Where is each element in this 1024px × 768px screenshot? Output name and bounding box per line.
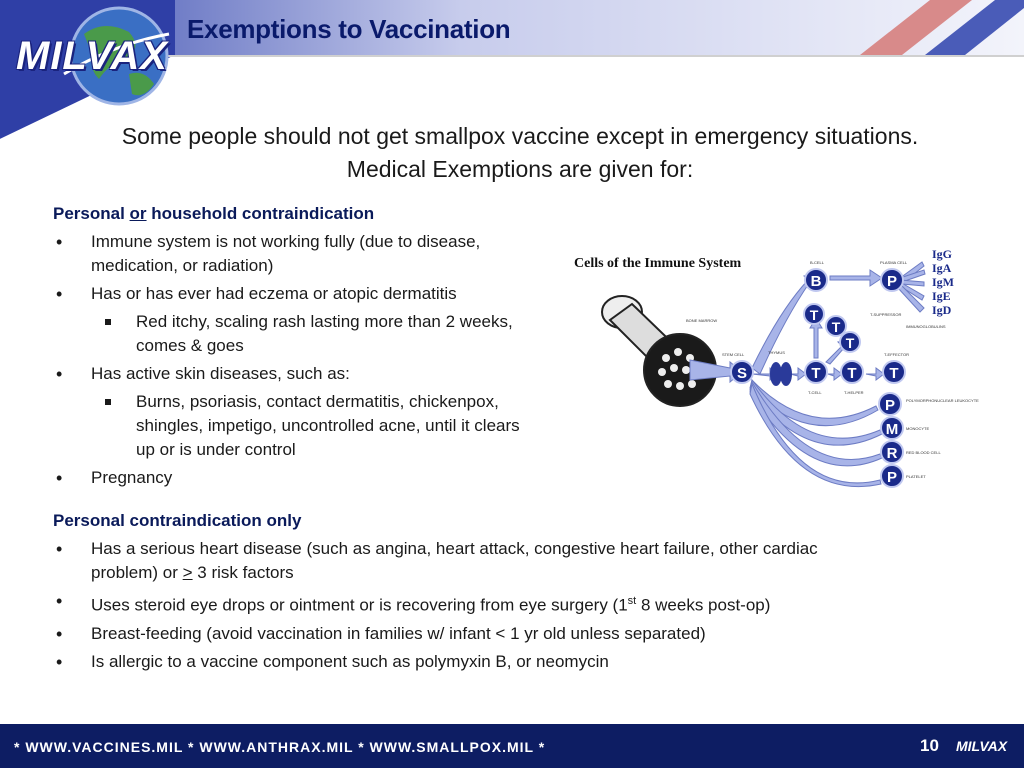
- label-monocyte: MONOCYTE: [906, 426, 930, 431]
- cell-polymorphonuclear: [879, 393, 901, 415]
- label-red-blood-cell: RED BLOOD CELL: [906, 450, 941, 455]
- item-text-sup: st: [627, 595, 637, 607]
- svg-text:T: T: [811, 365, 821, 382]
- label-thymus: THYMUS: [768, 350, 785, 355]
- cell-B: [805, 269, 827, 291]
- cell-monocyte: [881, 417, 903, 439]
- item-text: Has active skin diseases, such as:: [91, 364, 350, 383]
- section-personal-contraindication: [53, 509, 843, 674]
- immune-cells-figure: [570, 240, 979, 500]
- cell-S: [731, 361, 753, 383]
- svg-text:P: P: [886, 469, 898, 486]
- svg-text:P: P: [886, 273, 898, 290]
- square-bullet-icon: [105, 399, 111, 405]
- list-item: [53, 230, 553, 278]
- antibody-labels: [932, 247, 954, 317]
- milvax-logo: [4, 4, 174, 114]
- item-text: Uses steroid eye drops or ointment or is recovering from eye surgery (1: [91, 595, 628, 615]
- label-b-cell: B-CELL: [810, 260, 825, 265]
- bullet-icon: •: [56, 364, 63, 384]
- heading-or: or: [129, 204, 147, 223]
- list-item: [53, 362, 553, 462]
- bullet-icon: •: [56, 539, 63, 559]
- bullet-icon: •: [56, 591, 63, 611]
- slide-title: Exemptions to Vaccination: [187, 14, 511, 44]
- item-text-ge: >: [182, 563, 193, 582]
- svg-text:T: T: [845, 335, 855, 351]
- label-bone-marrow: BONE MARROW: [686, 318, 718, 323]
- item-text: Has or has ever had eczema or atopic dermatitis: [91, 284, 457, 303]
- intro-line-1: Some people should not get smallpox vaccine except in emergency situations.: [121, 123, 919, 149]
- label-t-cell: T-CELL: [808, 390, 822, 395]
- svg-text:R: R: [886, 445, 898, 462]
- label-plasma-cell: PLASMA CELL: [880, 260, 908, 265]
- item-text: Has a serious heart disease (such as angina, heart attack, congestive heart failure, other cardiac problem) or: [91, 539, 818, 582]
- svg-text:P: P: [884, 397, 896, 414]
- item-text: 8 weeks post-op): [636, 595, 771, 615]
- cell-T-mid: [840, 332, 860, 352]
- heading-part: Personal: [53, 204, 130, 223]
- bullet-list: [53, 230, 553, 490]
- antibody-IgE: IgE: [932, 289, 951, 303]
- section-heading: [53, 202, 553, 226]
- svg-text:B: B: [810, 273, 822, 290]
- bullet-icon: •: [56, 623, 63, 644]
- bullet-icon: •: [56, 284, 63, 304]
- svg-text:T: T: [889, 365, 899, 382]
- cell-plasma: [881, 269, 903, 291]
- svg-text:T: T: [809, 307, 819, 323]
- svg-text:M: M: [885, 421, 899, 438]
- svg-text:T: T: [847, 365, 857, 382]
- footer-logo: MILVAX: [956, 738, 1008, 754]
- list-item: [53, 466, 553, 490]
- list-item: [53, 537, 843, 585]
- footer-links: * WWW.VACCINES.MIL * WWW.ANTHRAX.MIL * WWW.SMALLPOX.MIL *: [14, 739, 546, 755]
- antibody-IgG: IgG: [932, 247, 953, 261]
- label-t-effector: T-EFFECTOR: [884, 352, 910, 357]
- logo-text: MILVAX: [16, 34, 168, 78]
- list-item: [53, 622, 843, 646]
- cell-T-effector: [883, 361, 905, 383]
- item-text: Immune system is not working fully (due to disease, medication, or radiation): [91, 232, 481, 275]
- bullet-icon: •: [56, 232, 63, 252]
- label-t-suppressor: T-SUPPRESSOR: [870, 312, 902, 317]
- antibody-IgD: IgD: [932, 303, 952, 317]
- sub-list-item: [53, 390, 553, 462]
- svg-text:T: T: [831, 319, 841, 335]
- list-item: [53, 650, 843, 674]
- item-text: Breast-feeding (avoid vaccination in families w/ infant < 1 yr old unless separated): [91, 623, 706, 643]
- cell-red-blood: [881, 441, 903, 463]
- list-item: [53, 282, 553, 358]
- cell-T-suppressor: [826, 316, 846, 336]
- cell-platelet: [881, 465, 903, 487]
- bullet-icon: •: [56, 468, 63, 488]
- slide-header: [0, 0, 1024, 78]
- cell-T: [805, 361, 827, 383]
- section-heading: Personal contraindication only: [53, 511, 302, 530]
- intro-line-2: Medical Exemptions are given for:: [346, 156, 694, 182]
- bone-marrow-illustration: [602, 296, 716, 406]
- cell-T-upper: [804, 304, 824, 324]
- label-polymorphonuclear: POLYMORPHONUCLEAR LEUKOCYTE: [906, 398, 979, 403]
- sub-list: [91, 390, 553, 462]
- label-t-helper: T-HELPER: [844, 390, 864, 395]
- diagram-title: Cells of the Immune System: [574, 256, 742, 271]
- item-text: Pregnancy: [91, 468, 173, 487]
- item-text: Burns, psoriasis, contact dermatitis, chickenpox, shingles, impetigo, uncontrolled acne, until it clears up or is under control: [136, 392, 520, 459]
- sub-list-item: [53, 310, 553, 358]
- item-text: Red itchy, scaling rash lasting more than 2 weeks, comes & goes: [136, 312, 513, 355]
- svg-text:S: S: [736, 365, 748, 382]
- antibody-IgM: IgM: [932, 275, 954, 289]
- immune-system-diagram: [570, 240, 979, 500]
- list-item: [53, 589, 843, 618]
- label-stem-cell: STEM CELL: [722, 352, 745, 357]
- square-bullet-icon: [105, 319, 111, 325]
- slide-footer: [0, 724, 1024, 768]
- bullet-list: [53, 537, 843, 674]
- heading-part: household contraindication: [146, 204, 375, 223]
- thymus-illustration: [770, 362, 792, 386]
- antibody-IgA: IgA: [932, 261, 952, 275]
- item-text: 3 risk factors: [192, 563, 294, 582]
- label-immunoglobulins: IMMUNOGLOBULINS: [906, 324, 946, 329]
- bullet-icon: •: [56, 651, 63, 672]
- cell-T-helper: [841, 361, 863, 383]
- sub-list: [91, 310, 553, 358]
- label-platelet: PLATELET: [906, 474, 926, 479]
- page-number: 10: [920, 736, 939, 755]
- section-household-contraindication: [53, 202, 553, 490]
- intro-text: [40, 120, 1000, 186]
- item-text: Is allergic to a vaccine component such as polymyxin B, or neomycin: [91, 651, 609, 671]
